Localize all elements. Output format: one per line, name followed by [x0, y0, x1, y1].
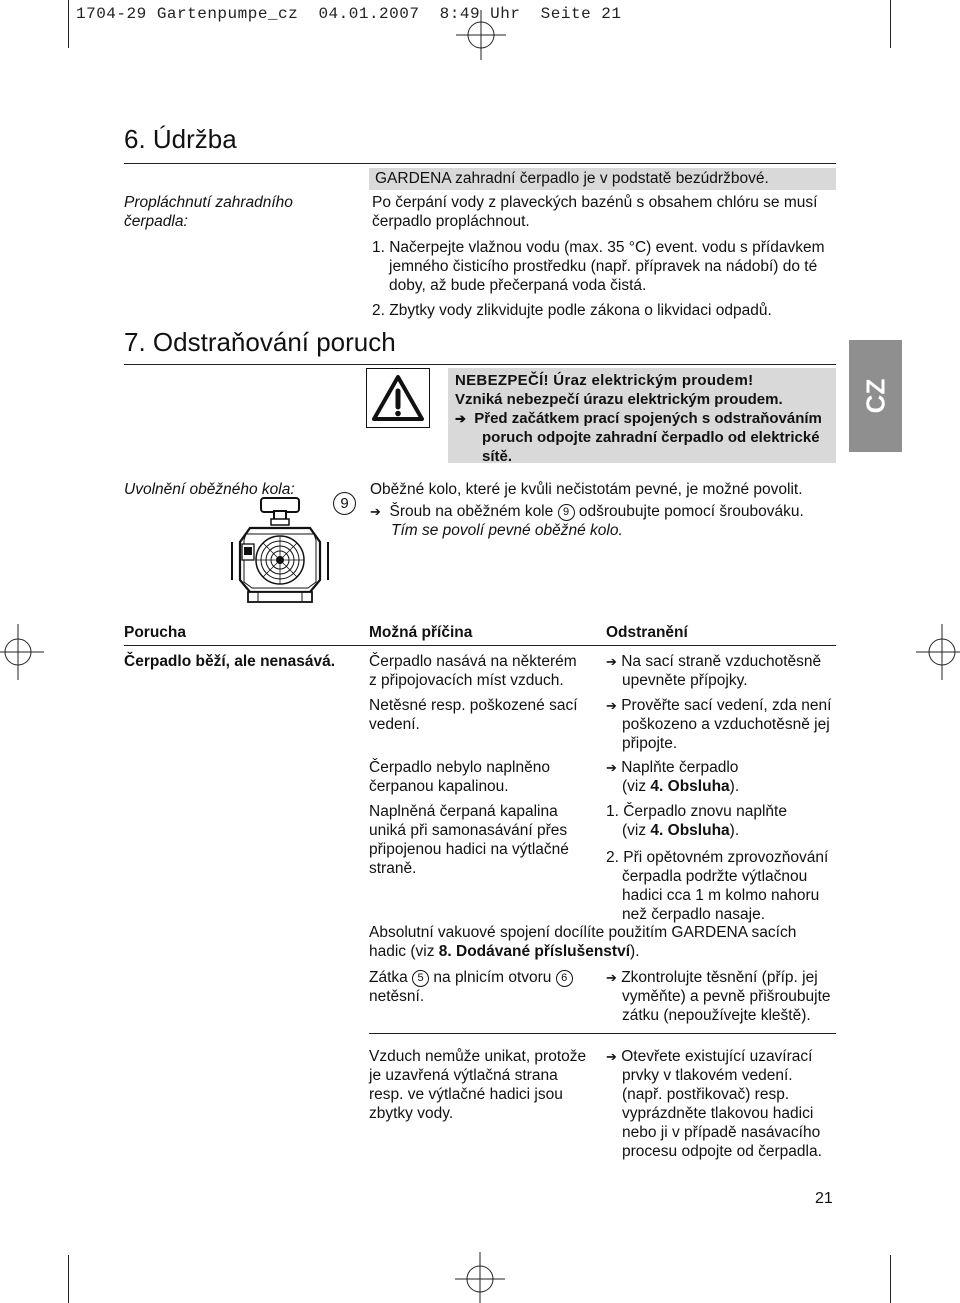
remedy-text: ). — [729, 778, 740, 795]
warning-icon-box — [366, 368, 430, 428]
impeller-result: Tím se povolí pevné oběžné kolo. — [391, 522, 623, 539]
remedy-cell — [606, 1047, 841, 1161]
remedy-line — [606, 821, 841, 840]
flush-text — [372, 193, 836, 320]
page-number: 21 — [815, 1190, 833, 1207]
impeller-step-text: odšroubujte pomocí šroubováku. — [578, 503, 804, 520]
maintenance-intro — [369, 168, 836, 190]
flush-label-line: čerpadla: — [124, 213, 188, 230]
flush-step-1-line: jemného čisticího prostředku (např. přípravek na nádobí) do té — [389, 258, 818, 275]
cause-line: zbytky vody. — [369, 1105, 454, 1122]
table-header-cause: Možná příčina — [369, 624, 473, 641]
impeller-step-text: Šroub na oběžném kole — [389, 503, 554, 520]
note-line: Absolutní vakuové spojení docílíte použitím GARDENA sacích — [369, 924, 797, 941]
flush-paragraph-line: čerpadlo propláchnout. — [372, 213, 530, 230]
figure-number — [333, 492, 356, 515]
crop-mark — [68, 1255, 69, 1303]
registration-mark-left — [0, 624, 44, 680]
arrow-right-icon: ➔ — [606, 760, 617, 775]
cause-line: Naplněná čerpaná kapalina — [369, 803, 558, 820]
cause-cell — [369, 652, 594, 690]
cause-line: netěsní. — [369, 988, 425, 1005]
note-cell — [369, 923, 839, 961]
remedy-line: vyměňte) a pevně přišroubujte — [622, 988, 831, 1005]
flush-label-line: Propláchnutí zahradního — [124, 194, 293, 211]
arrow-right-icon: ➔ — [606, 654, 617, 669]
remedy-line: hadici cca 1 m kolmo nahoru — [622, 887, 820, 904]
impeller-text — [370, 480, 836, 540]
remedy-line-text: Prověřte sací vedení, zda není — [621, 697, 832, 714]
crop-mark — [890, 0, 891, 48]
cause-line: z připojovacích míst vzduch. — [369, 672, 564, 689]
remedy-text: ). — [729, 822, 740, 839]
cause-line: čerpanou kapalinou. — [369, 778, 509, 795]
remedy-reference: 4. Obsluha — [650, 778, 730, 795]
cause-line: Čerpadlo nasává na některém — [369, 653, 577, 670]
remedy-cell — [606, 652, 841, 690]
cause-cell — [369, 696, 594, 734]
warning-line-text: Před začátkem prací spojených s odstraňováním — [474, 410, 822, 427]
remedy-line: procesu odpojte od čerpadla. — [622, 1143, 822, 1160]
arrow-right-icon: ➔ — [606, 698, 617, 713]
impeller-label: Uvolnění oběžného kola: — [124, 481, 295, 498]
remedy-line — [606, 1047, 841, 1066]
remedy-line: vyprázdněte tlakovou hadici — [622, 1105, 814, 1122]
crop-mark — [890, 1255, 891, 1303]
warning-box — [448, 368, 836, 463]
flush-step-2: 2. Zbytky vody zlikvidujte podle zákona o likvidaci odpadů. — [372, 302, 772, 319]
cause-cell — [369, 758, 594, 796]
section-6-rule — [124, 163, 836, 164]
arrow-right-icon: ➔ — [606, 1049, 617, 1064]
section-7-title: 7. Odstraňování poruch — [124, 327, 396, 357]
cause-line — [369, 968, 594, 987]
remedy-reference: 4. Obsluha — [650, 822, 730, 839]
remedy-cell — [606, 968, 841, 1025]
remedy-line — [606, 652, 841, 671]
remedy-cell — [606, 802, 841, 924]
cause-line: uniká při samonasávání přes — [369, 822, 568, 839]
cause-line: připojenou hadici na výtlačné — [369, 841, 569, 858]
cause-line: je uzavřená výtlačná strana — [369, 1067, 558, 1084]
remedy-line-text: Otevřete existující uzavírací — [621, 1048, 813, 1065]
remedy-text: (viz — [622, 822, 651, 839]
note-reference: 8. Dodávané příslušenství — [438, 943, 631, 960]
arrow-right-icon: ➔ — [606, 970, 617, 985]
remedy-line-text: Naplňte čerpadlo — [621, 759, 739, 776]
remedy-line: 1. Čerpadlo znovu naplňte — [606, 803, 787, 820]
remedy-line: poškozeno a vzduchotěsně jej — [622, 716, 830, 733]
registration-mark-right — [916, 624, 960, 680]
section-6-title: 6. Údržba — [124, 124, 237, 154]
cause-line: Vzduch nemůže unikat, protože — [369, 1048, 587, 1065]
remedy-line-text: Zkontrolujte těsnění (příp. jej — [621, 969, 818, 986]
cause-line: vedení. — [369, 716, 420, 733]
table-header-remedy: Odstranění — [606, 624, 688, 641]
cause-cell — [369, 968, 594, 1006]
remedy-line: (např. postřikovač) resp. — [622, 1086, 790, 1103]
remedy-line-text: Na sací straně vzduchotěsně — [621, 653, 822, 670]
remedy-line — [606, 777, 841, 796]
note-text: hadic (viz — [369, 943, 439, 960]
remedy-line: prvky v tlakovém vedení. — [622, 1067, 793, 1084]
note-line — [369, 942, 839, 961]
cause-line: Čerpadlo nebylo naplněno — [369, 759, 550, 776]
flush-step-1-line: 1. Načerpejte vlažnou vodu (max. 35 °C) event. vodu s přídavkem — [372, 239, 825, 256]
flush-step-1-line: doby, až bude přečerpaná voda čistá. — [389, 277, 647, 294]
impeller-step — [370, 502, 836, 521]
cause-line: Netěsné resp. poškozené sací — [369, 697, 578, 714]
warning-line — [455, 409, 836, 428]
remedy-line — [606, 758, 841, 777]
remedy-text: (viz — [622, 778, 651, 795]
remedy-line — [606, 696, 841, 715]
remedy-line: než čerpadlo nasaje. — [622, 906, 766, 923]
cause-text: Zátka — [369, 969, 408, 986]
cause-text: na plnicím otvoru — [433, 969, 552, 986]
remedy-cell — [606, 696, 841, 753]
note-text: ). — [630, 943, 640, 960]
cause-line: resp. ve výtlačné hadici jsou — [369, 1086, 563, 1103]
remedy-line: upevněte přípojky. — [622, 672, 748, 689]
remedy-line: nebo ji v případě nasávacího — [622, 1124, 821, 1141]
remedy-line: zátku (nepoužívejte kleště). — [622, 1007, 811, 1024]
remedy-line: připojte. — [622, 735, 678, 752]
warning-line: poruch odpojte zahradní čerpadlo od elektrické — [482, 429, 820, 446]
callout-number: 5 — [412, 970, 429, 987]
pump-illustration — [228, 494, 332, 606]
remedy-cell — [606, 758, 841, 796]
print-header: 1704-29 Gartenpumpe_cz 04.01.2007 8:49 Uhr Seite 21 — [76, 5, 622, 23]
language-tab-label: CZ — [860, 378, 890, 414]
table-header-rule — [124, 645, 836, 646]
registration-mark-bottom — [455, 1252, 505, 1303]
warning-line: sítě. — [482, 448, 513, 465]
callout-number: 6 — [556, 970, 573, 987]
table-header-fault: Porucha — [124, 624, 187, 641]
warning-heading: NEBEZPEČÍ! Úraz elektrickým proudem! — [455, 372, 754, 389]
flush-paragraph-line: Po čerpání vody z plaveckých bazénů s obsahem chlóru se musí — [372, 194, 818, 211]
cause-cell — [369, 1047, 594, 1123]
callout-number: 9 — [558, 504, 575, 521]
warning-triangle-icon — [367, 369, 429, 427]
flush-label — [124, 193, 293, 231]
cause-cell — [369, 802, 594, 878]
fault-cell: Čerpadlo běží, ale nenasává. — [124, 653, 336, 670]
figure-number-text: 9 — [340, 495, 349, 512]
table-divider — [369, 1033, 836, 1034]
section-7-rule — [124, 364, 836, 365]
cause-line: straně. — [369, 860, 417, 877]
arrow-right-icon: ➔ — [455, 411, 466, 426]
arrow-right-icon: ➔ — [370, 504, 381, 519]
language-tab — [849, 340, 902, 452]
crop-mark — [68, 0, 69, 48]
remedy-line — [606, 968, 841, 987]
warning-line: Vzniká nebezpečí úrazu elektrickým proudem. — [455, 391, 783, 408]
maintenance-intro-text: GARDENA zahradní čerpadlo je v podstatě bezúdržbové. — [375, 170, 769, 187]
remedy-line: čerpadla podržte výtlačnou — [622, 868, 808, 885]
remedy-line: 2. Při opětovném zprovozňování — [606, 849, 829, 866]
impeller-intro: Oběžné kolo, které je kvůli nečistotám pevné, je možné povolit. — [370, 481, 803, 498]
